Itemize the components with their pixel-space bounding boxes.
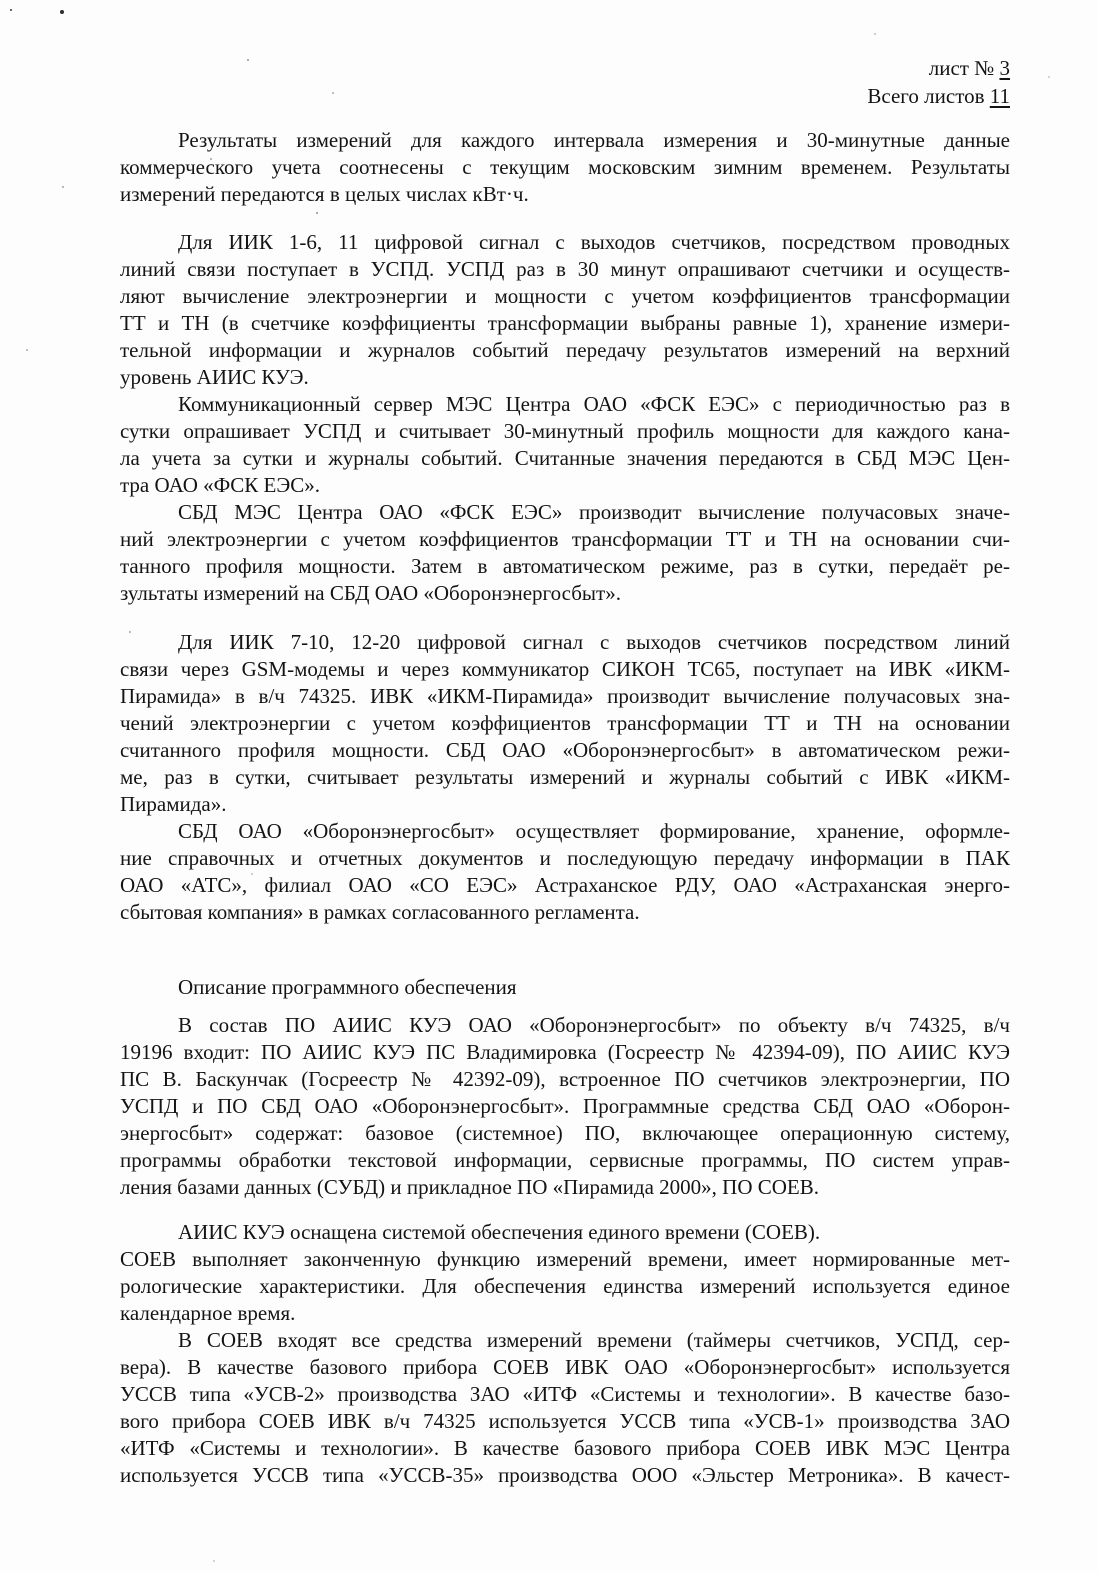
paragraph-soev-intro — [120, 1219, 1010, 1327]
text-line: УСПД и ПО СБД ОАО «Оборонэнергосбыт». Программные средства СБД ОАО «Оборон- — [120, 1094, 1010, 1118]
text-line: ТТ и ТН (в счетчике коэффициенты трансформации выбраны равные 1), хранение измери- — [120, 311, 1010, 335]
text-line: сутки опрашивает УСПД и считывает 30-минутный профиль мощности для каждого кана- — [120, 419, 1010, 443]
text-line: Результаты измерений для каждого интервала измерения и 30-минутные данные — [178, 128, 1010, 152]
text-line: УССВ типа «УСВ-2» производства ЗАО «ИТФ «Системы и технологии». В качестве базо- — [120, 1382, 1010, 1406]
sheet-number: 3 — [999, 56, 1010, 80]
text-line: используется УССВ типа «УССВ-35» производства ООО «Эльстер Метроника». В качест- — [120, 1463, 1010, 1487]
text-line: ний электроэнергии с учетом коэффициентов трансформации ТТ и ТН на основании счи- — [120, 527, 1010, 551]
text-line: Описание программного обеспечения — [178, 975, 517, 999]
paragraph-software-composition — [120, 1012, 1010, 1201]
text-line: ме, раз в сутки, считывает результаты измерений и журналы событий с ИВК «ИКМ- — [120, 765, 1010, 789]
text-line: СОЕВ выполняет законченную функцию измерений времени, имеет нормированные мет- — [120, 1247, 1010, 1271]
paragraph-soev-devices — [120, 1327, 1010, 1489]
text-line: Для ИИК 7-10, 12-20 цифровой сигнал с выходов счетчиков посредством линий — [178, 630, 1010, 654]
text-line: ние справочных и отчетных документов и последующую передачу информации в ПАК — [120, 846, 1010, 870]
total-sheets-number: 11 — [989, 84, 1010, 108]
text-line: зультаты измерений на СБД ОАО «Оборонэнергосбыт». — [120, 581, 621, 605]
text-line: тра ОАО «ФСК ЕЭС». — [120, 473, 320, 497]
text-line: ла учета за сутки и журналы событий. Считанные значения передаются в СБД МЭС Цен- — [120, 446, 1010, 470]
text-line: 19196 входит: ПО АИИС КУЭ ПС Владимировка (Госреестр № 42394-09), ПО АИИС КУЭ — [120, 1040, 1010, 1064]
text-line: программы обработки текстовой информации, сервисные программы, ПО систем управ- — [120, 1148, 1010, 1172]
text-line: уровень АИИС КУЭ. — [120, 365, 309, 389]
text-line: Пирамида» в в/ч 74325. ИВК «ИКМ-Пирамида» производит вычисление получасовых зна- — [120, 684, 1010, 708]
text-line: ОАО «АТС», филиал ОАО «СО ЕЭС» Астраханское РДУ, ОАО «Астраханская энерго- — [120, 873, 1010, 897]
text-line: сбытовая компания» в рамках согласованного регламента. — [120, 900, 640, 924]
paragraph-iik-7-10-12-20 — [120, 629, 1010, 818]
text-line: энергосбыт» содержат: базовое (системное) ПО, включающее операционную систему, — [120, 1121, 1010, 1145]
section-heading-software-description — [120, 974, 1010, 1001]
text-line: измерений передаются в целых числах кВт·ч. — [120, 182, 529, 206]
text-line: «ИТФ «Системы и технологии». В качестве базового прибора СОЕВ ИВК МЭС Центра — [120, 1436, 1010, 1460]
text-line: вого прибора СОЕВ ИВК в/ч 74325 используется УССВ типа «УСВ-1» производства ЗАО — [120, 1409, 1010, 1433]
text-line: СБД ОАО «Оборонэнергосбыт» осуществляет формирование, хранение, оформле- — [178, 819, 1010, 843]
text-line: СБД МЭС Центра ОАО «ФСК ЕЭС» производит вычисление получасовых значе- — [178, 500, 1010, 524]
total-sheets-line — [120, 82, 1010, 110]
text-line: Пирамида». — [120, 792, 227, 816]
text-line: Коммуникационный сервер МЭС Центра ОАО «ФСК ЕЭС» с периодичностью раз в — [178, 392, 1010, 416]
text-line: ПС В. Баскунчак (Госреестр № 42392-09), встроенное ПО счетчиков электроэнергии, ПО — [120, 1067, 1010, 1091]
paragraph-sbd-mes-center — [120, 499, 1010, 607]
text-line: тельной информации и журналов событий передачу результатов измерений на верхний — [120, 338, 1010, 362]
text-line: связи через GSM-модемы и через коммуникатор СИКОН ТС65, поступает на ИВК «ИКМ- — [120, 657, 1010, 681]
text-line: Для ИИК 1-6, 11 цифровой сигнал с выходов счетчиков, посредством проводных — [178, 230, 1010, 254]
text-line: чений электроэнергии с учетом коэффициентов трансформации ТТ и ТН на основании — [120, 711, 1010, 735]
paragraph-measurement-results — [120, 127, 1010, 208]
text-line: ляют вычисление электроэнергии и мощности с учетом коэффициентов трансформации — [120, 284, 1010, 308]
text-line: В состав ПО АИИС КУЭ ОАО «Оборонэнергосбыт» по объекту в/ч 74325, в/ч — [178, 1013, 1010, 1037]
text-line: В СОЕВ входят все средства измерений времени (таймеры счетчиков, УСПД, сер- — [178, 1328, 1010, 1352]
text-line: коммерческого учета соотнесены с текущим московским зимним временем. Результаты — [120, 155, 1010, 179]
text-line: АИИС КУЭ оснащена системой обеспечения единого времени (СОЕВ). — [178, 1220, 821, 1244]
text-line: рологические характеристики. Для обеспечения единства измерений используется единое — [120, 1274, 1010, 1298]
paragraph-communication-server — [120, 391, 1010, 499]
text-line: ления базами данных (СУБД) и прикладное ПО «Пирамида 2000», ПО СОЕВ. — [120, 1175, 819, 1199]
sheet-number-line — [120, 54, 1010, 82]
total-sheets-label: Всего листов — [867, 84, 985, 108]
scan-noise — [10, 9, 12, 11]
document-content — [120, 54, 1010, 1489]
text-line: линий связи поступает в УСПД. УСПД раз в 30 минут опрашивают счетчики и осуществ- — [120, 257, 1010, 281]
text-line: считанного профиля мощности. СБД ОАО «Оборонэнергосбыт» в автоматическом режи- — [120, 738, 1010, 762]
text-line: вера). В качестве базового прибора СОЕВ ИВК ОАО «Оборонэнергосбыт» используется — [120, 1355, 1010, 1379]
text-line: календарное время. — [120, 1301, 296, 1325]
page-header — [120, 54, 1010, 110]
paragraph-sbd-oboronenergosbyt — [120, 818, 1010, 926]
sheet-label: лист № — [928, 56, 995, 80]
text-line: танного профиля мощности. Затем в автоматическом режиме, раз в сутки, передаёт ре- — [120, 554, 1010, 578]
paragraph-iik-1-6-11 — [120, 229, 1010, 391]
